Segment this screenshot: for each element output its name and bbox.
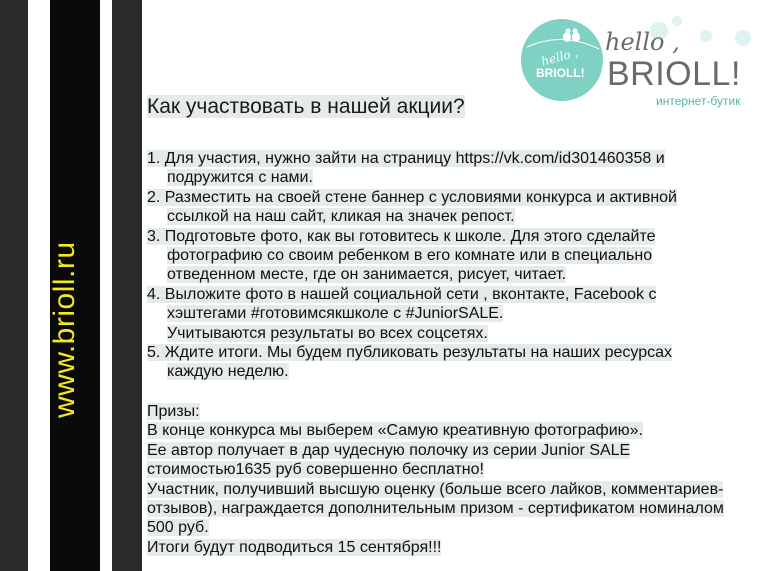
logo-subtitle: интернет-бутик (656, 94, 741, 108)
logo-small-brand: BRIOLL! (536, 66, 585, 80)
prizes-line: Ее автор получает в дар чудесную полочку из серии Junior SALE (147, 441, 631, 459)
decor-dot (700, 30, 712, 42)
prizes-section (147, 402, 770, 557)
prizes-line: стоимостью1635 руб совершенно бесплатно! (147, 461, 484, 479)
steps-list (147, 149, 747, 382)
stripe-white-2 (100, 0, 112, 571)
prizes-line: В конце конкурса мы выберем «Самую креативную фотографию». (147, 422, 643, 440)
prizes-line: Итоги будут подводиться 15 сентября!!! (147, 538, 442, 556)
logo-small-hello: hello , (539, 45, 580, 69)
step-item: 1. Для участия, нужно зайти на страницу https://vk.com/id301460358 и подружится с нами. (147, 150, 665, 187)
stripe-dark-2 (112, 0, 142, 571)
step-item: 3. Подготовьте фото, как вы готовитесь к школе. Для этого сделайте фотографию со своим ребенком в его комнате или в специально отведенном месте, где он занимается, рисует, читает. (147, 227, 656, 284)
stripe-white-1 (28, 0, 50, 571)
logo-hello: hello , (605, 28, 680, 56)
prizes-line: отзывов), награждается дополнительным призом - сертификатом номиналом (147, 500, 724, 518)
decor-dot (672, 16, 682, 26)
step-item: 2. Разместить на своей стене баннер с условиями конкурса и активной ссылкой на наш сайт, кликая на значек репост. (147, 188, 677, 226)
prizes-title: Призы: (147, 403, 200, 420)
step-item: 5. Ждите итоги. Мы будем публиковать результаты на наших ресурсах каждую неделю. (147, 344, 673, 381)
decor-dot (735, 30, 751, 46)
prizes-line: Участник, получивший высшую оценку (больше всего лайков, комментариев- (147, 480, 724, 498)
stripe-dark-1 (0, 0, 28, 571)
page-heading: Как участвовать в нашей акции? (147, 95, 465, 118)
website-url[interactable]: www.brioll.ru (48, 241, 81, 418)
prizes-line: 500 руб. (147, 519, 209, 537)
logo-brand: BRIOLL! (607, 55, 741, 93)
step-item: 4. Выложите фото в нашей социальной сети , вконтакте, Facebook с хэштегами #готовимсякшколе с #JuniorSALE. Учитываются результаты во всех соцсетях. (147, 285, 657, 342)
